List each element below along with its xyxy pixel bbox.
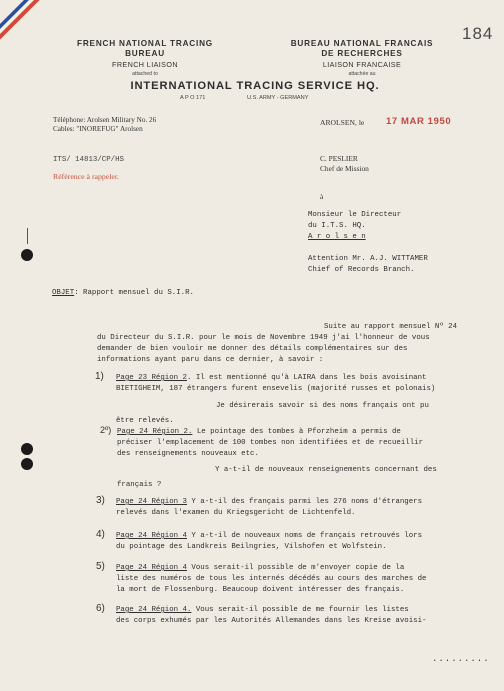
item-line: Y a-t-il de nouveaux noms de français retrouvés lors: [186, 532, 423, 540]
punch-hole-top: [21, 249, 33, 261]
page-number: 184: [462, 24, 494, 43]
item-4: [116, 531, 422, 553]
item-number: 4): [96, 529, 105, 540]
item-line: BIETIGHEIM, 187 étrangers furent ensevelis (majorité russes et polonais): [116, 385, 436, 393]
item-line: des renseignements nouveaux etc.: [117, 450, 259, 458]
item-2: [117, 427, 437, 491]
item-6: [116, 605, 426, 627]
punch-hole-bottom-2: [21, 458, 33, 470]
header-left-line2: BUREAU: [125, 49, 165, 58]
item-number: 6): [96, 603, 105, 614]
recipient-a: à: [320, 192, 324, 201]
header-left-line1: FRENCH NATIONAL TRACING: [77, 39, 213, 48]
sender-title: Chef de Mission: [320, 164, 369, 173]
place-label: AROLSEN, le: [320, 118, 365, 127]
recipient-block: [308, 210, 401, 243]
item-line: du pointage des Landkreis Beilngries, Vilshofen et Wolfstein.: [116, 543, 387, 551]
item-line: préciser l'emplacement de 100 tombes non identifiées et de recueillir: [117, 439, 424, 447]
item-1: [116, 373, 435, 427]
army-line: U.S. ARMY - GERMANY: [247, 95, 309, 101]
header-right-line4: attachée au: [348, 71, 376, 77]
recipient-line1: Monsieur le Directeur: [308, 211, 402, 219]
item-line: français ?: [117, 481, 162, 489]
punch-hole-bottom-1: [21, 443, 33, 455]
item-line: Vous serait-il possible de m'envoyer copie de la: [186, 564, 405, 572]
item-line: relevés dans l'examen du Kriegsgericht de Lichtenfeld.: [116, 509, 356, 517]
item-reference: Page 24 Région 2.: [117, 428, 193, 436]
header-left-line4: attached to: [132, 71, 158, 77]
item-number: 1): [95, 371, 104, 382]
item-line: . Il est mentionné qu'à LAIRA dans les bois avoisinant: [186, 374, 427, 382]
item-reference: Page 24 Région 4: [116, 532, 187, 540]
main-title: INTERNATIONAL TRACING SERVICE HQ.: [130, 80, 380, 92]
subject-text: : Rapport mensuel du S.I.R.: [74, 289, 194, 297]
recipient-line3: A r o l s e n: [308, 233, 366, 241]
apo-line: A P O 171: [180, 95, 206, 101]
item-3: [116, 497, 422, 519]
header-right-line3: LIAISON FRANCAISE: [322, 60, 402, 69]
item-line: Le pointage des tombes à Pforzheim a permis de: [192, 428, 401, 436]
item-number: 2º): [100, 425, 112, 435]
continuation-dots: .........: [432, 654, 490, 664]
header-right-line2: DE RECHERCHES: [321, 49, 403, 58]
body-intro: [97, 322, 457, 366]
telephone: Téléphone: Arolsen Military No. 26: [53, 116, 157, 124]
date-stamp: 17 MAR 1950: [386, 116, 452, 127]
item-number: 5): [96, 561, 105, 572]
item-reference: Page 24 Région 3: [116, 498, 187, 506]
item-number: 3): [96, 495, 105, 506]
item-5: [116, 563, 426, 596]
attention-block: [308, 254, 428, 276]
item-line: Y a-t-il des français parmi les 276 noms d'étrangers: [186, 498, 423, 506]
item-line: Je désirerais savoir si des noms français ont pu: [216, 402, 429, 410]
item-line: la mort de Flossenburg. Beaucoup doivent intéresser des français.: [116, 586, 405, 594]
subject-line: [52, 288, 194, 299]
item-line: être relevés.: [116, 417, 174, 425]
item-line: Y a-t-il de nouveaux renseignements concernant des: [215, 466, 437, 474]
item-line: Vous serait-il possible de me fournir les listes: [191, 606, 409, 614]
subject-label: OBJET: [52, 289, 75, 297]
reference-number: ITS/ 14813/CP/HS: [53, 156, 124, 164]
intro-line: informations ayant paru dans ce dernier, à savoir :: [97, 356, 324, 364]
margin-mark: [27, 228, 28, 244]
intro-line: du Directeur du S.I.R. pour le mois de Novembre 1949 j'ai l'honneur de vous: [97, 334, 430, 342]
header-right-line1: BUREAU NATIONAL FRANCAIS: [290, 39, 434, 48]
reference-note: Référence à rappeler.: [53, 172, 120, 181]
header-left-line3: FRENCH LIAISON: [112, 60, 178, 69]
intro-line: Suite au rapport mensuel Nº 24: [324, 323, 458, 331]
attention-line2: Chief of Records Branch.: [308, 266, 415, 274]
item-reference: Page 24 Région 4.: [116, 606, 192, 614]
item-reference: Page 23 Région 2: [116, 374, 187, 382]
cables: Cables: "INOREFUG" Arolsen: [53, 125, 143, 133]
item-line: liste des numéros de tous les internés décédés au cours des marches de: [116, 575, 427, 583]
item-reference: Page 24 Région 4: [116, 564, 187, 572]
intro-line: demander de bien vouloir me donner des détails complémentaires sur des: [97, 345, 408, 353]
attention-line1: Attention Mr. A.J. WITTAMER: [308, 255, 428, 263]
recipient-line2: du I.T.S. HQ.: [308, 222, 366, 230]
item-line: des corps exhumés par les Autorités Allemandes dans les Kreise avoisi-: [116, 617, 427, 625]
sender-name: C. PESLIER: [320, 154, 358, 163]
